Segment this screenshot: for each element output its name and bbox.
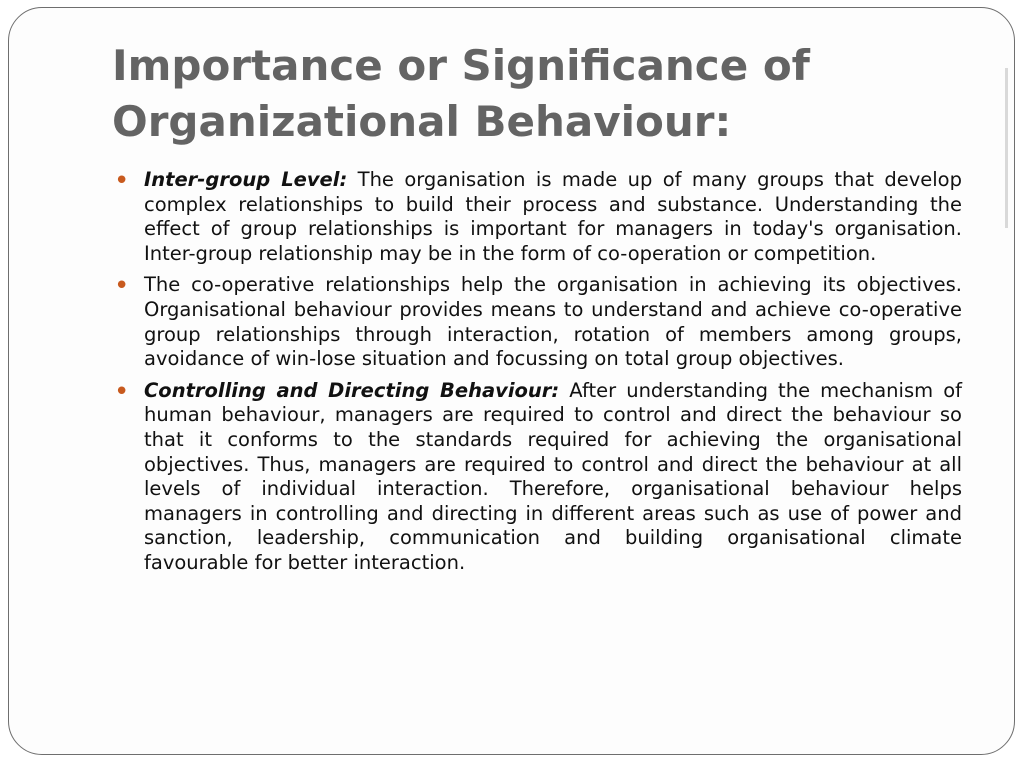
bullet-item-controlling [112,376,962,576]
title-line-1: Importance or Significance of [112,41,810,90]
bullet-body-text: After understanding the mechanism of human behaviour, managers are required to control and direct the behaviour so that it conforms to the standards required for achieving the organisational objectives. Thus, managers are required to control and direct the behaviour at all levels of individual interaction. Therefore, organisational behaviour helps managers in controlling and directing in different areas such as use of power and sanction, leadership, communication and building organisational climate favourable for better interaction. [144,378,962,574]
bullet-body-text: The co-operative relationships help the organisation in achieving its objectives. Organisational behaviour provides means to understand and achieve co-operative group relationships through interaction, rotation of members among groups, avoidance of win-lose situation and focussing on total group objectives. [144,273,962,371]
bullet-lead-text: Controlling and Directing Behaviour: [144,378,560,402]
title-line-2: Organizational Behaviour: [112,97,732,146]
bullet-body-text: The organisation is made up of many groups that develop complex relationships to build their process and substance. Understanding the effect of group relationships is important for managers in today's organisation. Inter-group relationship may be in the form of co-operation or competition. [144,168,962,265]
bullet-list [112,168,962,583]
frame-edge-accent [1005,68,1008,228]
bullet-item-inter-group [112,168,962,266]
bullet-dot-icon: • [114,376,130,407]
slide-title [112,38,972,150]
bullet-item-co-operative [112,273,962,371]
bullet-dot-icon: • [114,271,130,302]
bullet-dot-icon: • [114,166,130,196]
bullet-lead-text: Inter-group Level: [144,168,348,191]
